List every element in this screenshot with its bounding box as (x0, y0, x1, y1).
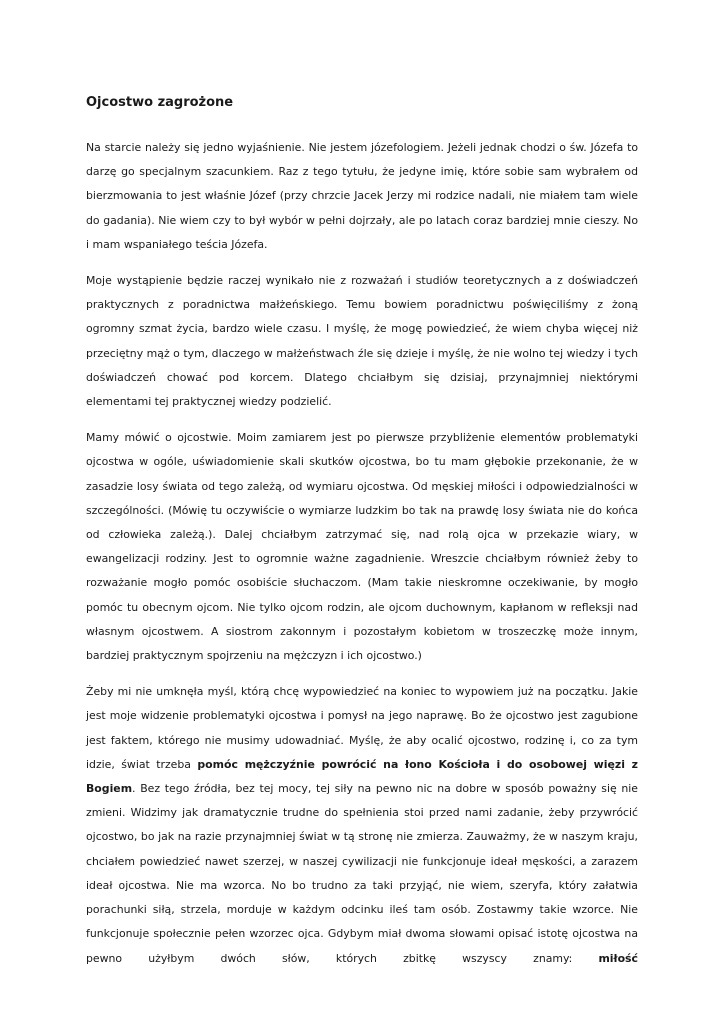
paragraph-4 (86, 680, 638, 970)
paragraph-4-text-after: . Bez tego źródła, bez tej mocy, tej siły na pewno nic na dobre w sposób poważny się nie zmieni. Widzimy jak dramatycznie trudne do spełnienia stoi przed nami zadanie, żeby przywrócić ojcostwo, bo jak na razie przynajmniej świat w tą stronę nie zmierza. Zauważmy, że w naszym kraju, chciałem powiedzieć nawet szerzej, w naszej cywilizacji nie funkcjonuje ideał męskości, a zarazem ideał ojcostwa. Nie ma wzorca. No bo trudno za taki przyjąć, nie wiem, szeryfa, który załatwia porachunki siłą, strzela, morduje w każdym odcinku ileś tam osób. Zostawmy takie wzorce. Nie funkcjonuje społecznie pełen wzorzec ojca. Gdybym miał dwoma słowami opisać istotę ojcostwa na pewno użyłbym dwóch słów, których zbitkę wszyscy znamy: (86, 782, 638, 965)
document-title: Ojcostwo zagrożone (86, 95, 234, 110)
paragraph-4-bold-end: miłość (598, 951, 638, 965)
paragraph-4-text-before: Żeby mi nie umknęła myśl, którą chcę wypowiedzieć na koniec to wypowiem już na początku. Jakie jest moje widzenie problematyki ojcostwa i pomysł na jego naprawę. Bo że ojcostwo jest zagubione jest faktem, którego nie musimy udowadniać. Myślę, że aby ocalić ojcostwo, rodzinę i, co za tym idzie, świat trzeba (86, 685, 638, 771)
paragraph-3: Mamy mówić o ojcostwie. Moim zamiarem jest po pierwsze przybliżenie elementów problematyki ojcostwa w ogóle, uświadomienie skali skutków ojcostwa, bo tu mam głębokie przekonanie, że w zasadzie losy świata od tego zależą, od wymiaru ojcostwa. Od męskiej miłości i odpowiedzialności w szczególności. (Mówię tu oczywiście o wymiarze ludzkim bo tak na prawdę losy świata nie do końca od człowieka zależą.). Dalej chciałbym zatrzymać się, nad rolą ojca w przekazie wiary, w ewangelizacji rodziny. Jest to ogromnie ważne zagadnienie. Wreszcie chciałbym również żeby to rozważanie mogło pomóc osobiście słuchaczom. (Mam takie nieskromne oczekiwanie, by mogło pomóc tu obecnym ojcom. Nie tylko ojcom rodzin, ale ojcom duchownym, kapłanom w refleksji nad własnym ojcostwem. A siostrom zakonnym i pozostałym kobietom w troszeczkę może innym, bardziej praktycznym spojrzeniu na mężczyzn i ich ojcostwo.) (86, 431, 638, 663)
paragraph-2: Moje wystąpienie będzie raczej wynikało nie z rozważań i studiów teoretycznych a z doświadczeń praktycznych z poradnictwa małżeńskiego. Temu bowiem poradnictwu poświęciliśmy z żoną ogromny szmat życia, bardzo wiele czasu. I myślę, że mogę powiedzieć, że wiem chyba więcej niż przeciętny mąż o tym, dlaczego w małżeństwach źle się dzieje i myślę, że nie wolno tej wiedzy i tych doświadczeń chować pod korcem. Dlatego chciałbym się dzisiaj, przynajmniej niektórymi elementami tej praktycznej wiedzy podzielić. (86, 274, 638, 409)
paragraph-4-bold-phrase: pomóc mężczyźnie powrócić na łono Kościoła i do osobowej więzi z Bogiem (86, 757, 639, 796)
paragraph-1: Na starcie należy się jedno wyjaśnienie. Nie jestem józefologiem. Jeżeli jednak chodzi o św. Józefa to darzę go specjalnym szacunkiem. Raz z tego tytułu, że jedyne imię, które sobie sam wybrałem od bierzmowania to jest właśnie Józef (przy chrzcie Jacek Jerzy mi rodzice nadali, nie miałem tam wiele do gadania). Nie wiem czy to był wybór w pełni dojrzały, ale po latach coraz bardziej mnie cieszy. No i mam wspaniałego teścia Józefa. (86, 141, 638, 251)
document-page (86, 94, 638, 983)
